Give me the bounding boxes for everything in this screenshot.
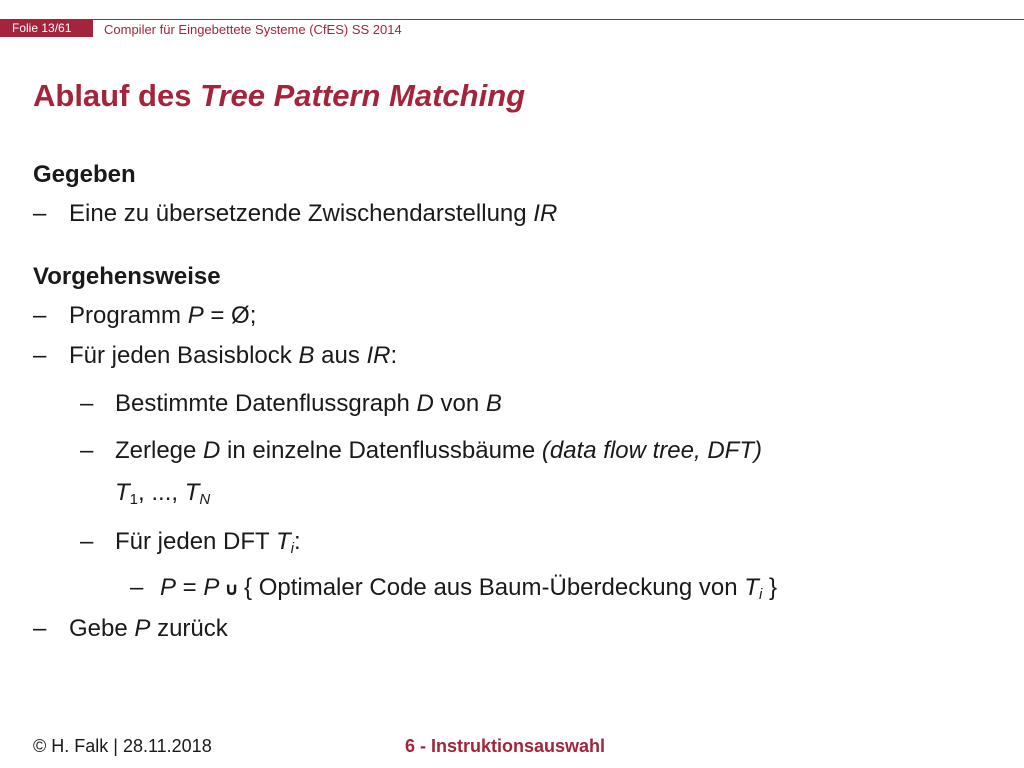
slide-number-badge: Folie 13/61	[0, 20, 93, 37]
title-plain: Ablauf des	[33, 78, 201, 113]
step-text: Gebe P zurück	[69, 615, 228, 642]
bullet-dash: –	[80, 437, 94, 464]
bullet-dash: –	[33, 342, 47, 369]
step-text: Zerlege D in einzelne Datenflussbäume (data flow tree, DFT)	[115, 437, 762, 464]
header-rule	[0, 19, 1024, 20]
bullet-dash: –	[130, 574, 144, 601]
bullet-dash: –	[33, 615, 47, 642]
bullet-dash: –	[33, 302, 47, 329]
step-text: Für jeden DFT $T_i$:	[115, 528, 301, 557]
step-text: Für jeden Basisblock B aus IR:	[69, 342, 398, 369]
bullet-dash: –	[33, 200, 47, 227]
footer-chapter: 6 - Instruktionsauswahl	[405, 736, 606, 756]
given-heading: Gegeben	[33, 161, 136, 188]
union-symbol: ∪	[219, 579, 245, 599]
step-text: Bestimmte Datenflussgraph D von B	[115, 390, 502, 417]
substep-split-trees-continuation: $T_1$, ..., $T_N$	[115, 479, 211, 508]
bullet-dash: –	[80, 528, 94, 555]
course-title: Compiler für Eingebettete Systeme (CfES) SS 2014	[104, 22, 402, 37]
step-text: P = P ∪ { Optimaler Code aus Baum-Überdeckung von $T_i$ }	[160, 574, 777, 603]
title-italic: Tree Pattern Matching	[200, 78, 526, 113]
bullet-dash: –	[80, 390, 94, 417]
slide-title	[33, 76, 525, 116]
footer-author-date: © H. Falk | 28.11.2018	[33, 736, 212, 756]
given-item-text: Eine zu übersetzende Zwischendarstellung IR	[69, 200, 558, 227]
step-text: Programm P = Ø;	[69, 302, 257, 329]
procedure-heading: Vorgehensweise	[33, 263, 221, 290]
